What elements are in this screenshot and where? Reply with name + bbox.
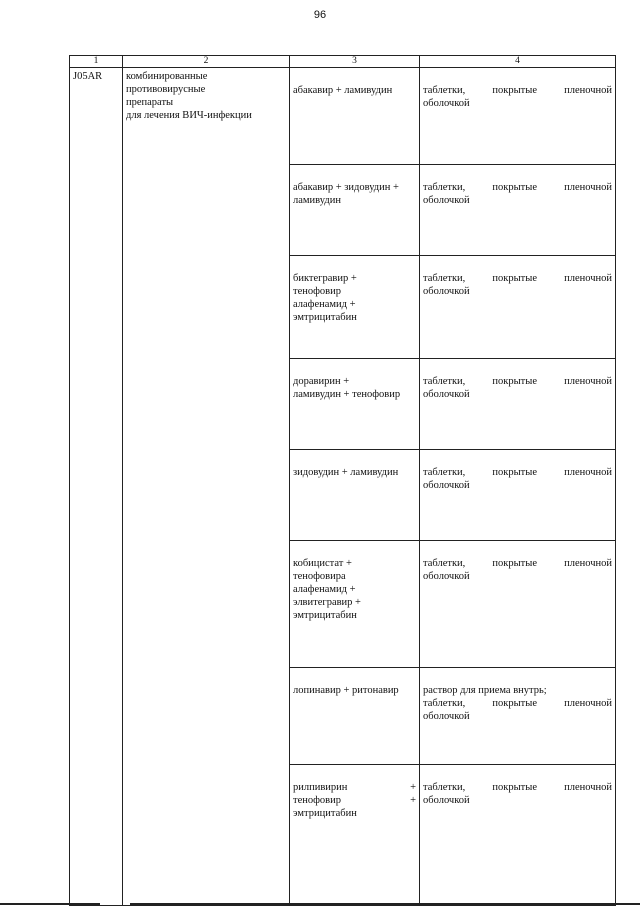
dosage-form-line: оболочкой xyxy=(423,98,470,109)
drug-name-line: лопинавир + ритонавир xyxy=(293,685,399,696)
dosage-form-cell xyxy=(420,68,616,165)
drug-name-line: тенофовир + xyxy=(293,795,416,806)
group-word: препараты xyxy=(126,97,174,108)
drug-name-line: зидовудин + ламивудин xyxy=(293,467,399,478)
dosage-form-line: оболочкой xyxy=(423,795,470,806)
dosage-form-line: оболочкой xyxy=(423,711,470,722)
drug-name-line: алафенамид + xyxy=(293,584,356,595)
group-line: для лечения ВИЧ-инфекции xyxy=(126,110,252,121)
dosage-form-line: таблетки, покрытые пленочной xyxy=(423,182,612,193)
drug-name-line: биктегравир + xyxy=(293,273,357,284)
dosage-form-line: таблетки, покрытые пленочной xyxy=(423,698,612,709)
dosage-form-line: оболочкой xyxy=(423,480,470,491)
header-cell: 1 xyxy=(70,56,123,68)
dosage-form-cell xyxy=(420,165,616,256)
dosage-form-line: таблетки, покрытые пленочной xyxy=(423,558,612,569)
dosage-form-cell xyxy=(420,541,616,668)
drug-name-line: тенофовир xyxy=(293,286,341,297)
drug-name-cell xyxy=(290,450,420,541)
dosage-form-line: таблетки, покрытые пленочной xyxy=(423,376,612,387)
group-line: комбинированные xyxy=(126,71,208,82)
drug-name-line: ламивудин xyxy=(293,195,341,206)
drug-name-cell xyxy=(290,256,420,359)
header-cell: 3 xyxy=(290,56,420,68)
dosage-form-cell xyxy=(420,765,616,906)
drug-name-line: тенофовира xyxy=(293,571,346,582)
drug-name-cell xyxy=(290,359,420,450)
drug-name-cell xyxy=(290,668,420,765)
drug-table xyxy=(69,55,616,906)
dosage-form-line: таблетки, покрытые пленочной xyxy=(423,782,612,793)
page-number: 96 xyxy=(313,9,327,21)
drug-name-line: эмтрицитабин xyxy=(293,312,357,323)
group-word: противовирусные xyxy=(126,84,206,95)
dosage-form-line: оболочкой xyxy=(423,286,470,297)
drug-name-line: элвитегравир + xyxy=(293,597,361,608)
header-cell: 2 xyxy=(123,56,290,68)
header-row xyxy=(70,56,616,68)
pharmacological-group xyxy=(123,68,290,906)
dosage-form-line: таблетки, покрытые пленочной xyxy=(423,467,612,478)
dosage-form-line: оболочкой xyxy=(423,195,470,206)
drug-name-cell xyxy=(290,541,420,668)
drug-name-cell xyxy=(290,165,420,256)
dosage-form-cell xyxy=(420,450,616,541)
drug-name-cell xyxy=(290,765,420,906)
drug-name-line: ламивудин + тенофовир xyxy=(293,389,401,400)
header-cell: 4 xyxy=(420,56,616,68)
dosage-form-line: таблетки, покрытые пленочной xyxy=(423,85,612,96)
dosage-form-line: оболочкой xyxy=(423,389,470,400)
drug-name-line: доравирин + xyxy=(293,376,350,387)
table-row xyxy=(70,68,616,165)
drug-name-line: эмтрицитабин xyxy=(293,610,357,621)
drug-name-line: абакавир + зидовудин + xyxy=(293,182,399,193)
drug-name-line: эмтрицитабин xyxy=(293,808,357,819)
drug-name-line: абакавир + ламивудин xyxy=(293,85,393,96)
drug-name-cell xyxy=(290,68,420,165)
dosage-form-cell xyxy=(420,359,616,450)
drug-name-line: кобицистат + xyxy=(293,558,352,569)
dosage-form-line: оболочкой xyxy=(423,571,470,582)
drug-name-line: рилпивирин + xyxy=(293,782,416,793)
dosage-form-cell xyxy=(420,668,616,765)
atc-code: J05AR xyxy=(70,68,123,906)
dosage-form-line: таблетки, покрытые пленочной xyxy=(423,273,612,284)
group-line xyxy=(126,83,286,109)
drug-name-line: алафенамид + xyxy=(293,299,356,310)
dosage-form-cell xyxy=(420,256,616,359)
dosage-form-line: раствор для приема внутрь; xyxy=(423,685,547,696)
